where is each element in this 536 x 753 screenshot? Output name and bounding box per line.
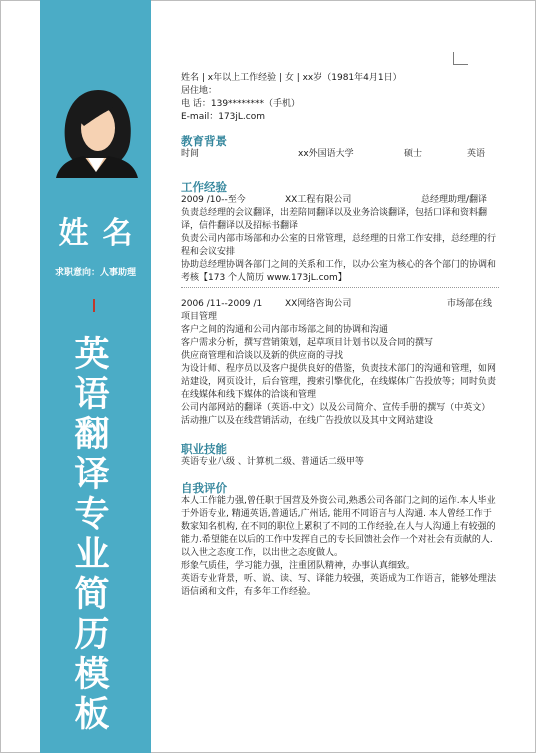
- job-2-duty: 活动推广以及在线营销活动，在线广告投放以及其中文网站建设: [181, 416, 434, 426]
- job-2-duty: 供应商管理和洽谈以及新的供应商的寻找: [181, 351, 344, 361]
- job-1-position: 总经理助理/翻译: [421, 195, 488, 205]
- sidebar-marker: [93, 299, 95, 312]
- job-2-date: 2006 /11--2009 /1: [181, 299, 263, 309]
- job-1-duty: 负责公司内部市场部和办公室的日常管理，总经理的日常工作安排，总经理的行程和会议安排: [181, 234, 497, 257]
- self-eval-paragraph: 本人工作能力强,曾任职于国营及外资公司,熟悉公司各部门之间的运作.本人毕业于外语专业, 精通英语,普通话,广州话, 能用不同语言与人沟通. 本人曾经工作于数家知名机构, 在不同的职位上累积了不同的工作经验,在人与人沟通上有较强的能力.希望能在以后的工作中发挥自己的专长回馈社会作一个对社会有贡献的人.: [181, 496, 496, 545]
- education-school: xx外国语大学: [298, 149, 354, 159]
- job-1-company: XX工程有限公司: [285, 195, 352, 205]
- education-heading: 教育背景: [181, 134, 227, 148]
- job-2-position: 市场部在线: [447, 299, 493, 309]
- personal-info: 姓名 | x年以上工作经验 | 女 | xx岁（1981年4月1日）: [181, 73, 402, 83]
- resume-content: [181, 72, 499, 599]
- self-eval-heading: 自我评价: [181, 481, 227, 495]
- education-time: 时间: [181, 149, 200, 159]
- job-1-duty: 负责总经理的会议翻译，出差陪同翻译以及业务洽谈翻译，包括口译和资料翻译，信件翻译以及招标书翻译: [181, 208, 488, 231]
- self-eval-paragraph: 英语专业背景，听、说、读、写、译能力较强，英语成为工作语言，能够处理法语信函和文件，有多年工作经验。: [181, 574, 497, 597]
- female-avatar-icon: [52, 86, 140, 178]
- address-line: 居住地：: [181, 86, 218, 96]
- job-2-duty: 为设计师、程序员以及客户提供良好的借鉴，负责技术部门的沟通和管理，如网站建设，网页设计，后台管理，搜索引擎优化，在线媒体广告投放等；同时负责在线媒体和线下媒体的洽谈和管理: [181, 364, 497, 400]
- job-2-company: XX网络咨询公司: [285, 299, 352, 309]
- job-2-duty: 客户需求分析，撰写营销策划，起草项目计划书以及合同的撰写: [181, 338, 434, 348]
- job-2-header: [181, 298, 499, 311]
- job-2-duty: 客户之间的沟通和公司内部市场部之间的协调和沟通: [181, 325, 389, 335]
- education-degree: 硕士: [404, 149, 423, 159]
- education-major: 英语: [467, 149, 486, 159]
- sidebar-name: 姓名: [58, 216, 147, 251]
- job-objective: 求职意向：人事助理: [54, 268, 136, 278]
- education-row: [181, 148, 499, 161]
- skills-heading: 职业技能: [181, 442, 227, 456]
- skills-text: 英语专业八级 、计算机二级、普通话二级甲等: [181, 457, 364, 467]
- job-1-date: 2009 /10--至今: [181, 195, 246, 205]
- job-2-duty: 公司内部网站的翻译（英语-中文）以及公司简介、宣传手册的撰写（中英文）: [181, 403, 491, 413]
- self-eval-paragraph: 形象气质佳，学习能力强，注重团队精神，办事认真细致。: [181, 561, 416, 571]
- email-line: E-mail：173jL.com: [181, 112, 265, 122]
- experience-heading: 工作经验: [181, 180, 227, 194]
- resume-title: 英语翻译专业简历模板: [74, 335, 110, 735]
- phone-line: 电 话：139********（手机）: [181, 99, 301, 109]
- page-corner-mark: [453, 52, 468, 65]
- self-eval-paragraph: 以入世之态度工作，以出世之态度做人。: [181, 548, 344, 558]
- job-2-duty: 项目管理: [181, 312, 218, 322]
- job-1-duty: 协助总经理协调各部门之间的关系和工作，以办公室为核心的各个部门的协调和考核【173 个人简历 www.173jL.com】: [181, 259, 499, 288]
- job-1-header: [181, 194, 499, 207]
